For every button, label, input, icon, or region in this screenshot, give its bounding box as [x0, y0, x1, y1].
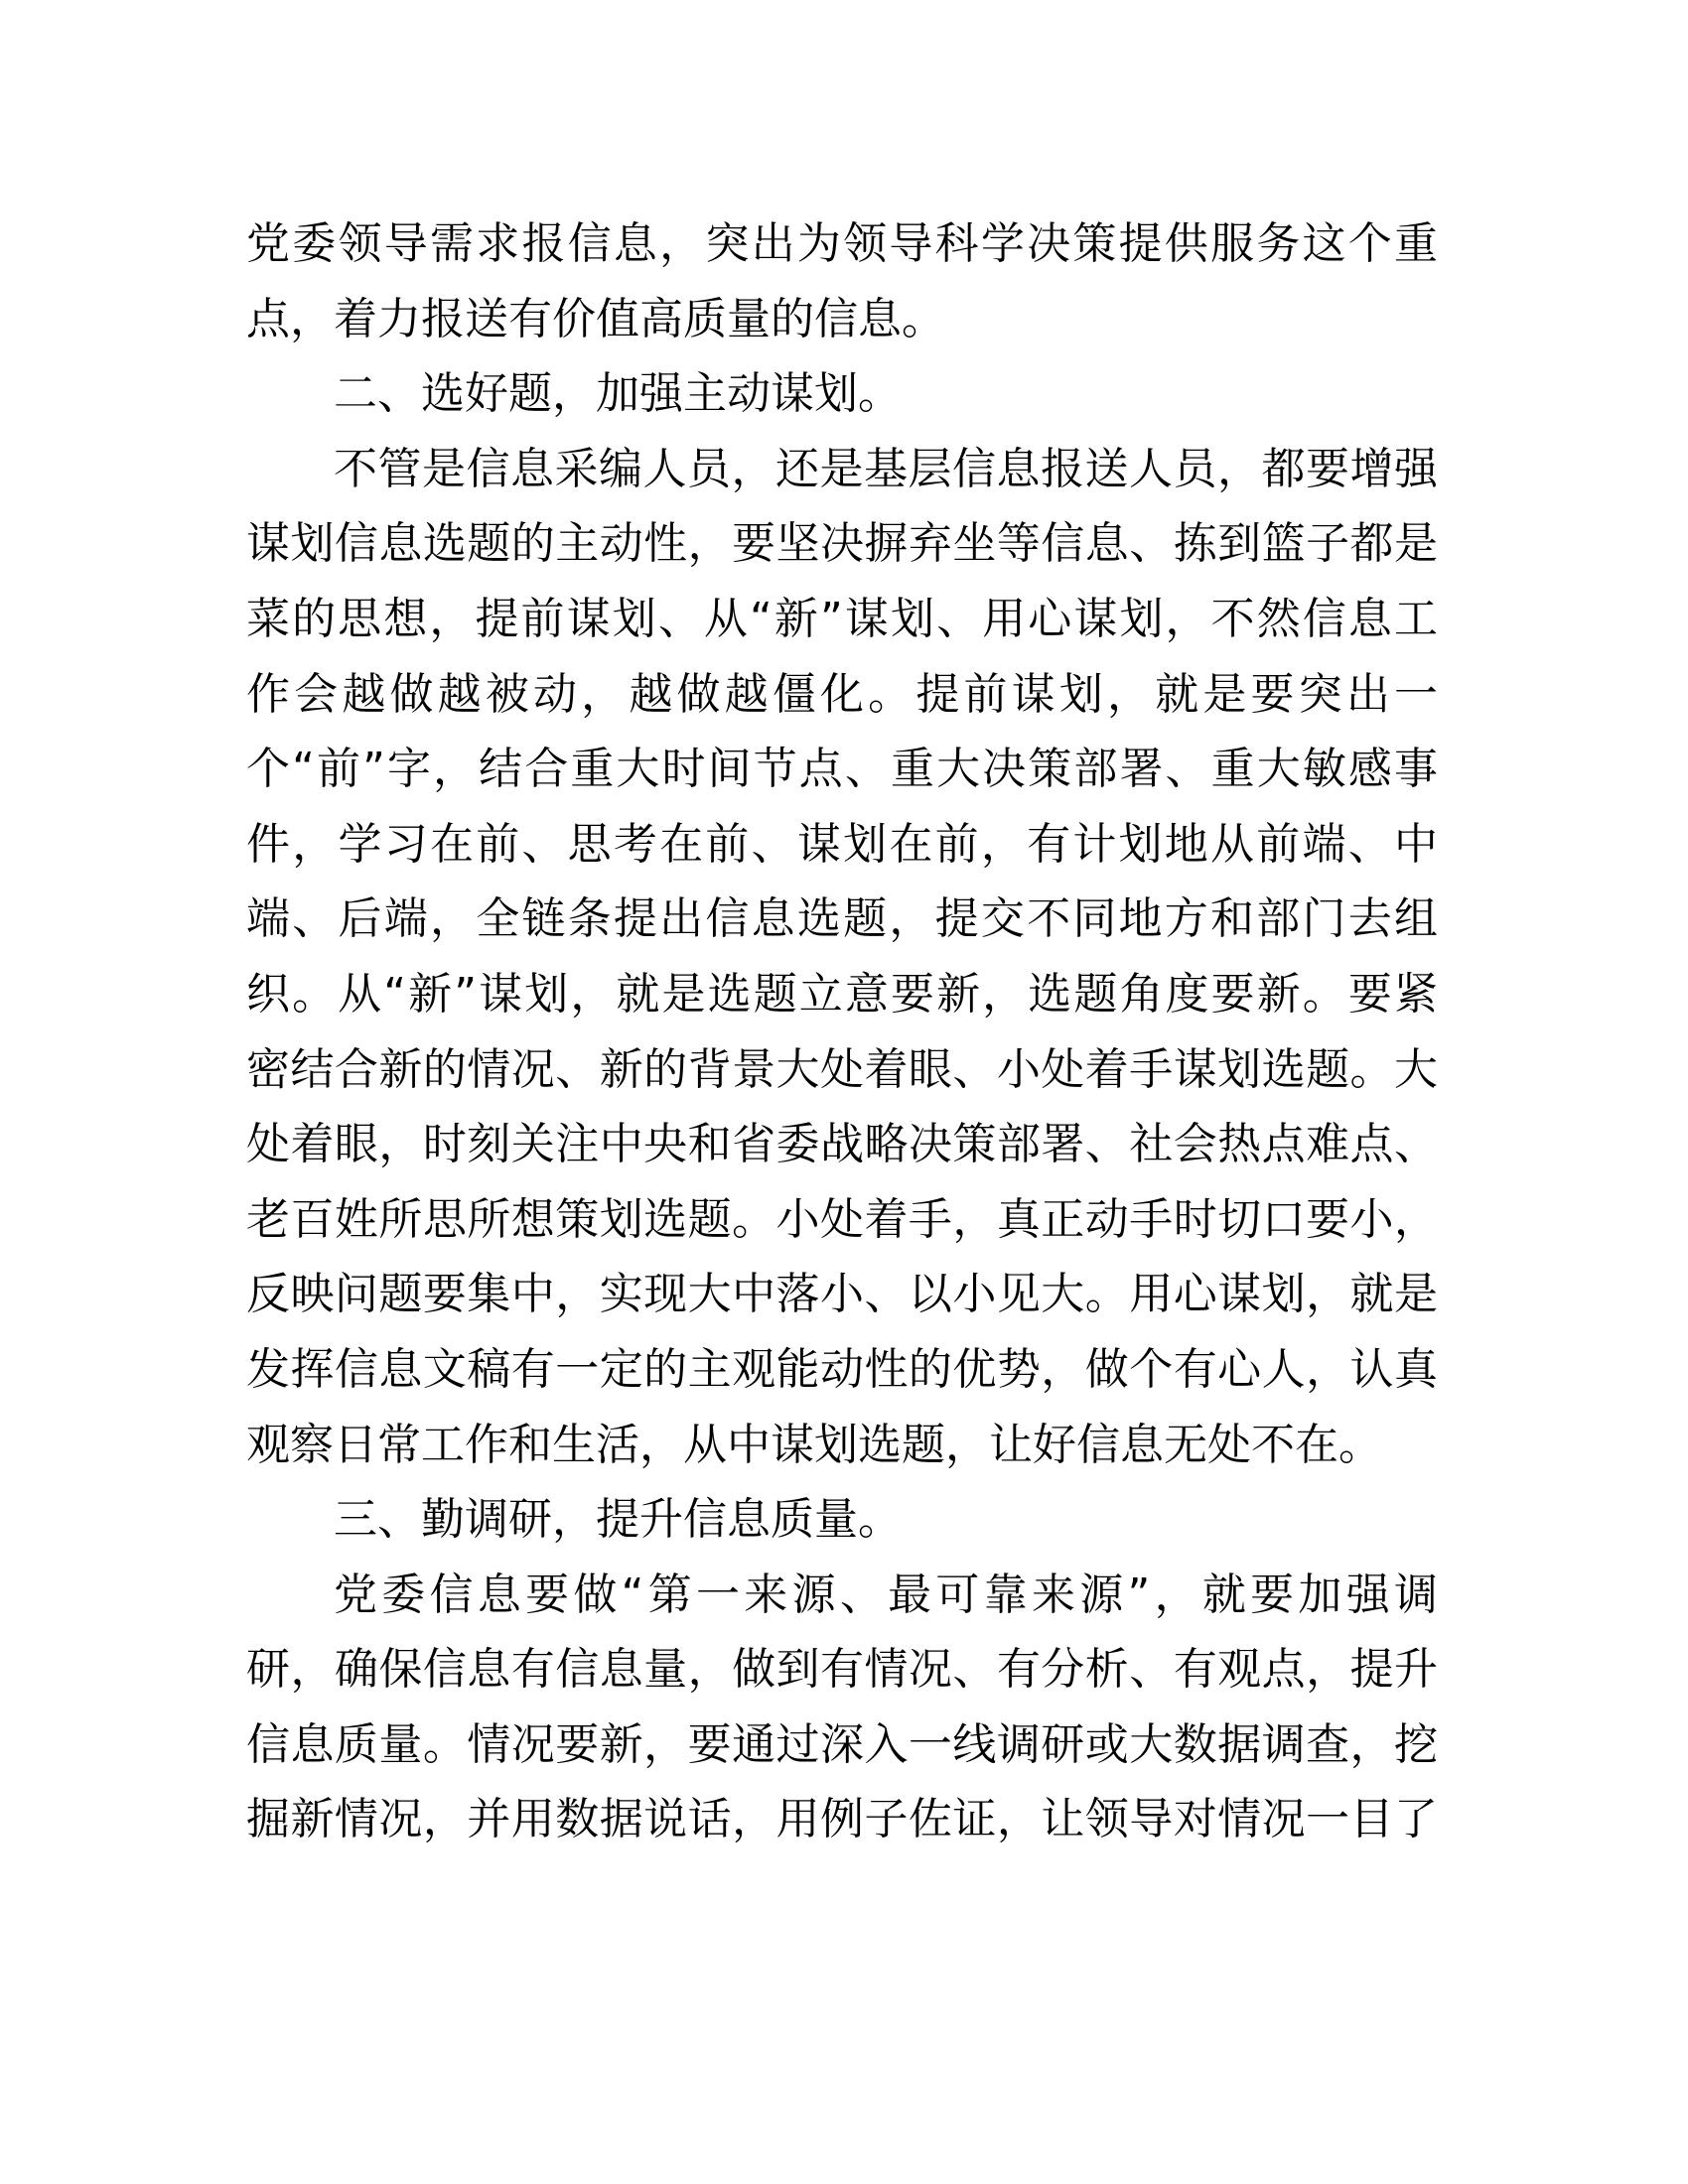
paragraph-research [246, 1558, 1438, 1857]
text-line: 信息质量。情况要新，要通过深入一线调研或大数据调查，挖 [246, 1718, 1438, 1770]
text-line: 菜的思想，提前谋划、从“新”谋划、用心谋划，不然信息工 [246, 593, 1438, 644]
text-line: 作会越做越被动，越做越僵化。提前谋划，就是要突出一 [246, 668, 1438, 720]
document-body [246, 206, 1438, 1857]
text-line: 反映问题要集中，实现大中落小、以小见大。用心谋划，就是 [246, 1269, 1438, 1320]
text-line: 点，着力报送有价值高质量的信息。 [246, 293, 945, 344]
text-line: 个“前”字，结合重大时间节点、重大决策部署、重大敏感事 [246, 744, 1438, 795]
text-line: 掘新情况，并用数据说话，用例子佐证，让领导对情况一目了 [246, 1794, 1438, 1845]
heading-text: 三、勤调研，提升信息质量。 [334, 1494, 902, 1546]
heading-text: 二、选好题，加强主动谋划。 [334, 368, 902, 420]
text-line: 处着眼，时刻关注中央和省委战略决策部署、社会热点难点、 [246, 1119, 1438, 1170]
section-heading-2 [246, 356, 1438, 432]
text-line: 研，确保信息有信息量，做到有情况、有分析、有观点，提升 [246, 1644, 1438, 1696]
text-line: 不管是信息采编人员，还是基层信息报送人员，都要增强 [334, 443, 1438, 494]
text-line: 谋划信息选题的主动性，要坚决摒弃坐等信息、拣到篮子都是 [246, 518, 1438, 570]
text-line: 密结合新的情况、新的背景大处着眼、小处着手谋划选题。大 [246, 1043, 1438, 1095]
text-line: 党委领导需求报信息，突出为领导科学决策提供服务这个重 [246, 218, 1438, 269]
section-heading-3 [246, 1482, 1438, 1558]
text-line: 老百姓所思所想策划选题。小处着手，真正动手时切口要小， [246, 1193, 1438, 1245]
text-line: 织。从“新”谋划，就是选题立意要新，选题角度要新。要紧 [246, 968, 1438, 1020]
text-line: 件，学习在前、思考在前、谋划在前，有计划地从前端、中 [246, 818, 1438, 870]
text-line: 观察日常工作和生活，从中谋划选题，让好信息无处不在。 [246, 1419, 1382, 1470]
text-line: 党委信息要做“第一来源、最可靠来源”，就要加强调 [334, 1569, 1438, 1620]
text-line: 端、后端，全链条提出信息选题，提交不同地方和部门去组 [246, 893, 1438, 945]
text-line: 发挥信息文稿有一定的主观能动性的优势，做个有心人，认真 [246, 1343, 1438, 1395]
paragraph-continuation [246, 206, 1438, 356]
paragraph-planning [246, 432, 1438, 1482]
